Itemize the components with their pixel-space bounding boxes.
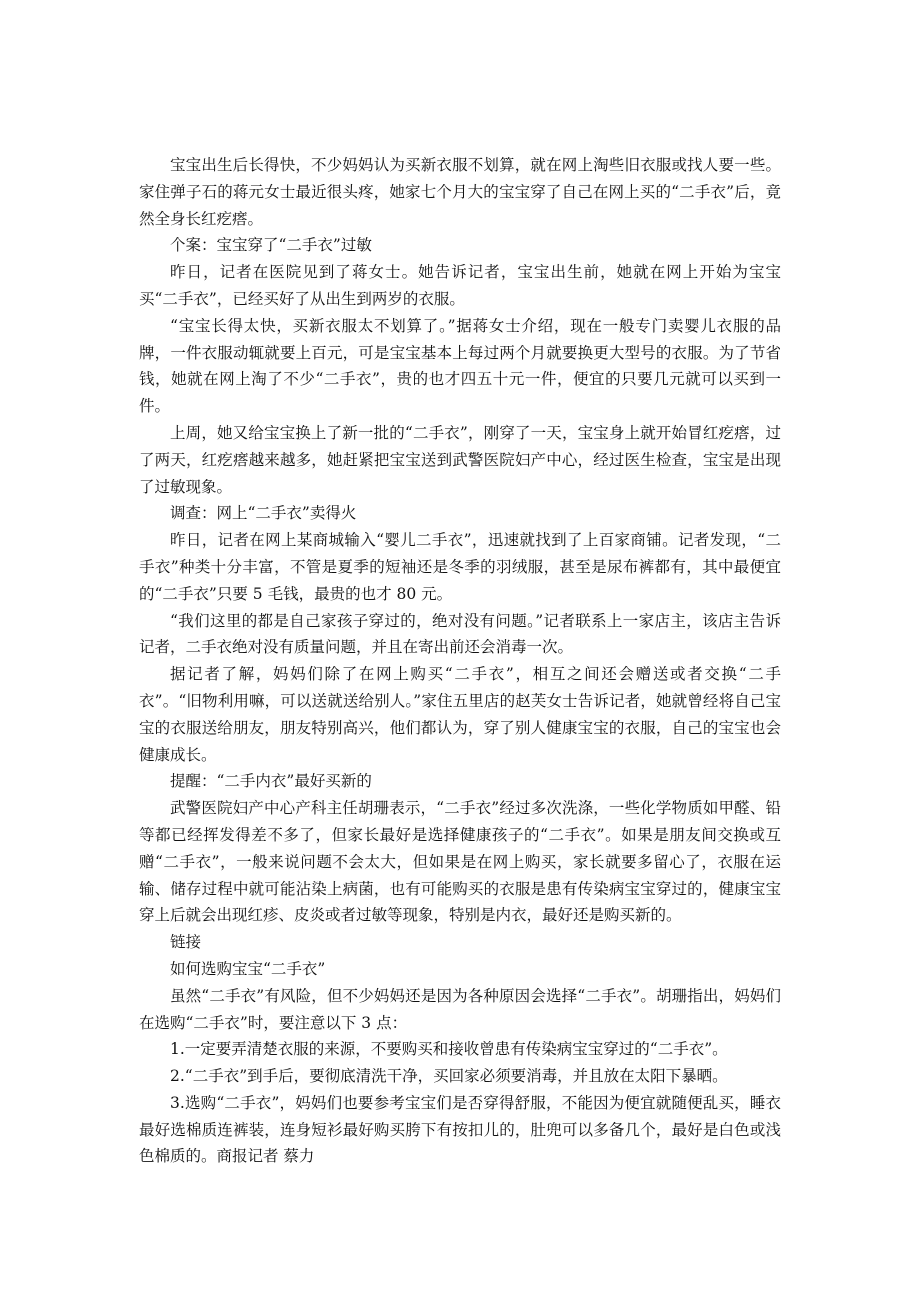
section-heading-reminder: 提醒：“二手内衣”最好买新的 [170, 772, 372, 791]
intro-paragraph: 宝宝出生后长得快，不少妈妈认为买新衣服不划算，就在网上淘些旧衣服或找人要一些。家住弹子石的蒋元女士最近很头疼，她家七个月大的宝宝穿了自己在网上买的“二手衣”后，竟然全身长红疙瘩。 [139, 156, 781, 228]
section-heading-case: 个案：宝宝穿了“二手衣”过敏 [170, 236, 372, 255]
body-paragraph: 武警医院妇产中心产科主任胡珊表示，“二手衣”经过多次洗涤，一些化学物质如甲醛、铅等都已经挥发得差不多了，但家长最好是选择健康孩子的“二手衣”。如果是朋友间交换或互赠“二手衣”，一般来说问题不会太大，但如果是在网上购买，家长就要多留心了，衣服在运输、储存过程中就可能沾染上病菌，也有可能购买的衣服是患有传染病宝宝穿过的，健康宝宝穿上后就会出现红疹、皮炎或者过敏等现象，特别是内衣，最好还是购买新的。 [139, 799, 781, 925]
body-paragraph: “宝宝长得太快，买新衣服太不划算了。”据蒋女士介绍，现在一般专门卖婴儿衣服的品牌，一件衣服动辄就要上百元，可是宝宝基本上每过两个月就要换更大型号的衣服。为了节省钱，她就在网上淘了不少“二手衣”，贵的也才四五十元一件，便宜的只要几元就可以买到一件。 [139, 316, 781, 416]
list-item: 1.一定要弄清楚衣服的来源，不要购买和接收曾患有传染病宝宝穿过的“二手衣”。 [170, 1040, 728, 1059]
body-paragraph: 昨日，记者在医院见到了蒋女士。她告诉记者，宝宝出生前，她就在网上开始为宝宝买“二手衣”，已经买好了从出生到两岁的衣服。 [139, 263, 781, 308]
section-heading-link: 链接 [170, 933, 202, 952]
body-paragraph: 昨日，记者在网上某商城输入“婴儿二手衣”，迅速就找到了上百家商铺。记者发现，“二手衣”种类十分丰富，不管是夏季的短袖还是冬季的羽绒服，甚至是尿布裤都有，其中最便宜的“二手衣”只要 5 毛钱，最贵的也才 80 元。 [139, 531, 781, 603]
body-paragraph: 虽然“二手衣”有风险，但不少妈妈还是因为各种原因会选择“二手衣”。胡珊指出，妈妈们在选购“二手衣”时，要注意以下 3 点： [139, 986, 781, 1032]
list-item: 3.选购“二手衣”，妈妈们也要参考宝宝们是否穿得舒服，不能因为便宜就随便乱买，睡衣最好选棉质连裤装，连身短衫最好购买胯下有按扣儿的，肚兜可以多备几个，最好是白色或浅色棉质的。商报记者 蔡力 [139, 1093, 781, 1166]
body-paragraph: 上周，她又给宝宝换上了新一批的“二手衣”，刚穿了一天，宝宝身上就开始冒红疙瘩，过了两天，红疙瘩越来越多，她赶紧把宝宝送到武警医院妇产中心，经过医生检查，宝宝是出现了过敏现象。 [139, 423, 781, 496]
article-body [139, 152, 781, 1170]
section-heading-investigation: 调查：网上“二手衣”卖得火 [170, 504, 357, 523]
body-paragraph: “我们这里的都是自己家孩子穿过的，绝对没有问题。”记者联系上一家店主，该店主告诉记者，二手衣绝对没有质量问题，并且在寄出前还会消毒一次。 [139, 611, 781, 657]
body-paragraph: 据记者了解，妈妈们除了在网上购买“二手衣”，相互之间还会赠送或者交换“二手衣”。“旧物利用嘛，可以送就送给别人。”家住五里店的赵芙女士告诉记者，她就曾经将自己宝宝的衣服送给朋友，朋友特别高兴，他们都认为，穿了别人健康宝宝的衣服，自己的宝宝也会健康成长。 [139, 665, 781, 764]
list-item: 2.“二手衣”到手后，要彻底清洗干净，买回家必须要消毒，并且放在太阳下暴晒。 [170, 1067, 728, 1086]
section-heading-how-to-choose: 如何选购宝宝“二手衣” [170, 959, 326, 978]
